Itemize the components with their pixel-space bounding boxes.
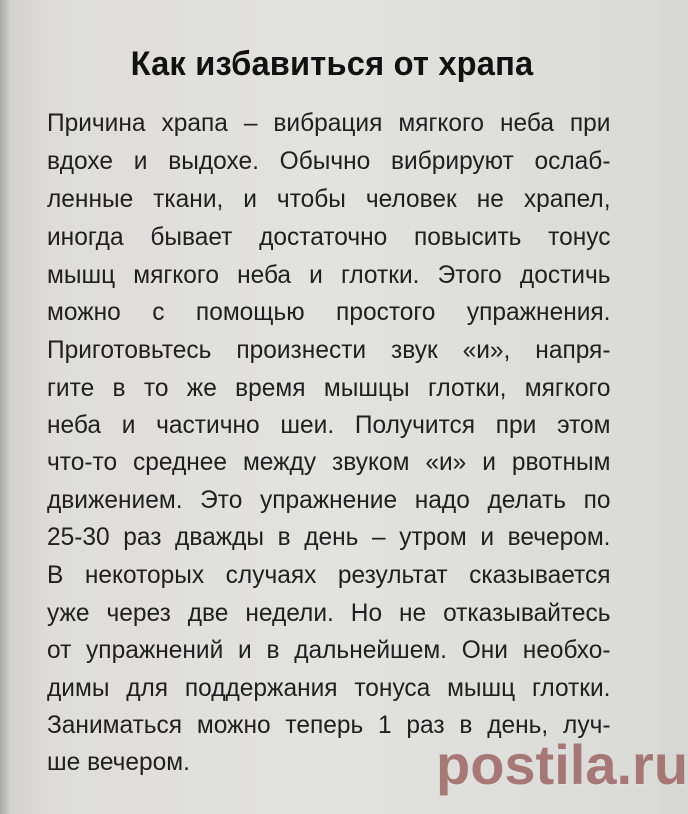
article-line-17: Заниматься можно теперь 1 раз в день, луч- xyxy=(47,711,611,739)
postila-watermark-logo: postila.ru xyxy=(436,733,688,796)
article-line-1: Причина храпа – вибрация мягкого неба при xyxy=(47,109,611,137)
article-line-2: вдохе и выдохе. Обычно вибрируют ослаб- xyxy=(47,147,611,175)
article-line-14: уже через две недели. Но не отказывайтесь xyxy=(47,599,611,627)
article-title: Как избавиться от храпа xyxy=(130,45,534,83)
article-line-8: гите в то же время мышцы глотки, мягкого xyxy=(47,374,611,402)
article-line-7: Приготовьтесь произнести звук «и», напря- xyxy=(47,336,611,364)
article-line-10: что-то среднее между звуком «и» и рвотным xyxy=(47,448,611,476)
postila-watermark xyxy=(436,730,688,800)
article-line-16: димы для поддержания тонуса мышц глотки. xyxy=(47,674,611,702)
article-line-13: В некоторых случаях результат сказывается xyxy=(47,561,611,589)
article-line-18: ше вечером. xyxy=(47,748,190,776)
article-line-3: ленные ткани, и чтобы человек не храпел, xyxy=(47,185,611,213)
article-line-11: движением. Это упражнение надо делать по xyxy=(47,486,611,514)
article-line-4: иногда бывает достаточно повысить тонус xyxy=(47,223,611,251)
article-line-12: 25-30 раз дважды в день – утром и вечером. xyxy=(47,523,611,551)
article-line-15: от упражнений и в дальнейшем. Они необхо- xyxy=(47,636,611,664)
article-line-5: мышц мягкого неба и глотки. Этого достичь xyxy=(47,261,611,289)
article-line-6: можно с помощью простого упражнения. xyxy=(47,298,611,326)
article-line-9: неба и частично шеи. Получится при этом xyxy=(47,411,611,439)
